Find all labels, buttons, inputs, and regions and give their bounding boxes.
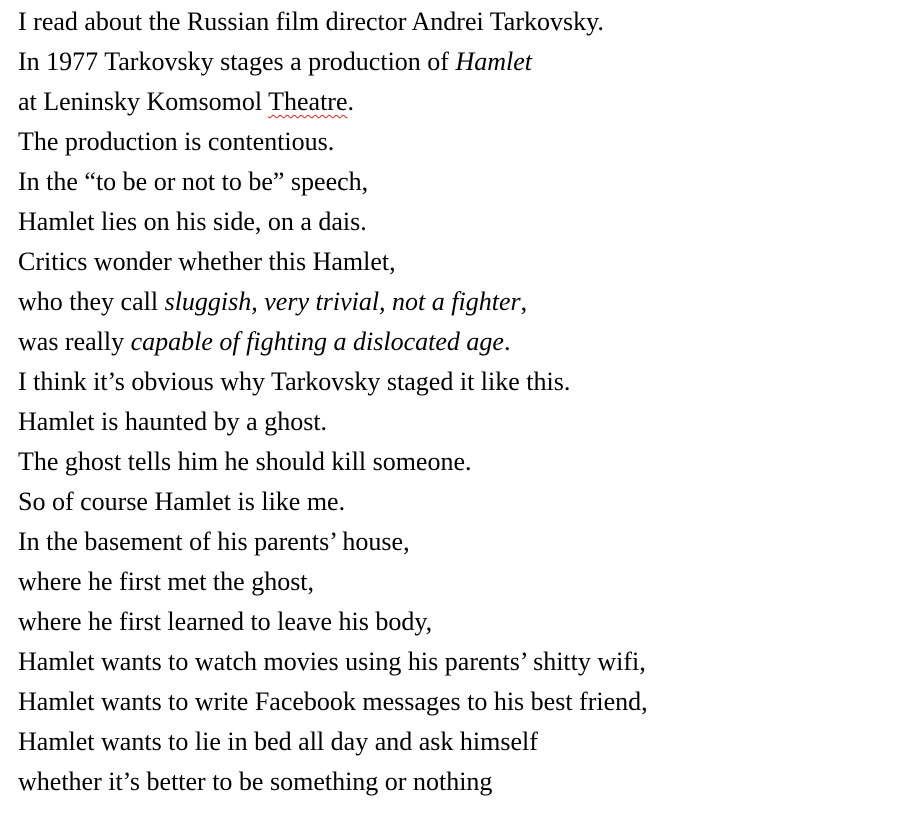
- text-line: [18, 362, 570, 402]
- line-text: Critics wonder whether this Hamlet,: [18, 247, 396, 276]
- line-text: In the basement of his parents’ house,: [18, 527, 410, 556]
- line-text: Hamlet lies on his side, on a dais.: [18, 207, 367, 236]
- italic-text: sluggish, very trivial, not a fighter: [164, 287, 521, 316]
- text-line: [18, 522, 410, 562]
- line-text: I think it’s obvious why Tarkovsky staged it like this.: [18, 367, 571, 396]
- line-text: In the “to be or not to be” speech,: [18, 167, 369, 196]
- spellcheck-flagged-word[interactable]: Theatre: [268, 87, 348, 116]
- text-line: [18, 2, 604, 42]
- text-line: [18, 442, 472, 482]
- text-line: [18, 282, 527, 322]
- text-line: [18, 482, 345, 522]
- text-line: [18, 402, 327, 442]
- text-line: [18, 562, 314, 602]
- line-text: who they call: [18, 287, 165, 316]
- line-text: So of course Hamlet is like me.: [18, 487, 346, 516]
- line-text: The production is contentious.: [18, 127, 335, 156]
- text-line: [18, 722, 538, 762]
- line-text: Hamlet is haunted by a ghost.: [18, 407, 328, 436]
- text-line: [18, 642, 646, 682]
- italic-text: capable of fighting a dislocated age: [130, 327, 504, 356]
- text-line: [18, 762, 492, 802]
- text-line: [18, 202, 367, 242]
- text-line: [18, 162, 368, 202]
- text-line: [18, 42, 532, 82]
- line-text: was really: [18, 327, 131, 356]
- line-text: ,: [520, 287, 528, 316]
- line-text: .: [503, 327, 511, 356]
- line-text: where he first learned to leave his body,: [18, 607, 433, 636]
- line-text: Hamlet wants to lie in bed all day and ask himself: [18, 727, 538, 756]
- line-text: where he first met the ghost,: [18, 567, 315, 596]
- text-line: [18, 602, 432, 642]
- text-line: [18, 242, 396, 282]
- text-line: [18, 122, 334, 162]
- line-text: .: [347, 87, 355, 116]
- line-text: In 1977 Tarkovsky stages a production of: [18, 47, 456, 76]
- text-line: [18, 82, 354, 122]
- line-text: at Leninsky Komsomol: [18, 87, 269, 116]
- line-text: whether it’s better to be something or nothing: [18, 767, 493, 796]
- line-text: Hamlet wants to watch movies using his parents’ shitty wifi,: [18, 647, 646, 676]
- text-line: [18, 322, 510, 362]
- line-text: Hamlet wants to write Facebook messages to his best friend,: [18, 687, 648, 716]
- line-text: I read about the Russian film director Andrei Tarkovsky.: [18, 7, 604, 36]
- text-line: [18, 682, 648, 722]
- line-text: The ghost tells him he should kill someone.: [18, 447, 472, 476]
- italic-text: Hamlet: [455, 47, 533, 76]
